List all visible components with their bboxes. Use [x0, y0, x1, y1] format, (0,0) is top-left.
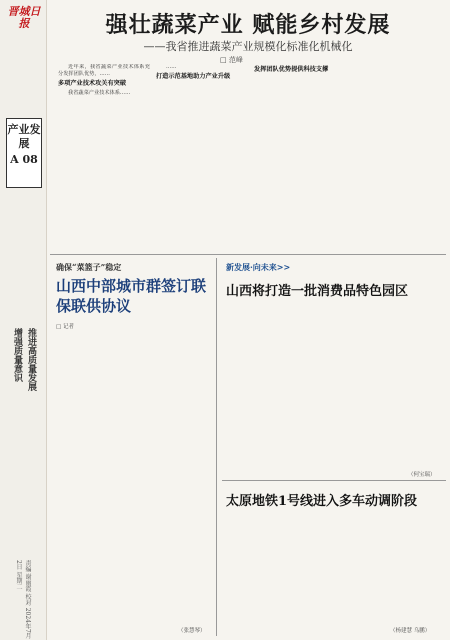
vertical-divider: [216, 258, 217, 636]
story3-headline: 山西将打造一批消费品特色园区: [226, 284, 409, 299]
story4-column-1: [226, 510, 330, 630]
story2-byline: □ 记者: [56, 324, 74, 330]
left-sidebar: [0, 0, 47, 640]
dateline: 责编 谢丽霞 校对 2024年7月2日 星期二: [15, 560, 31, 639]
story3-author: （何宝瑞）: [408, 472, 436, 478]
story2-headline: 山西中部城市群签订联保联供协议: [56, 277, 207, 315]
story4-headline: 太原地铁1号线进入多车动调阶段: [226, 494, 418, 509]
slogan-1: 增强质量意识: [12, 328, 22, 382]
lead-subhead-1: 多项产业技术攻关有突破: [58, 80, 127, 88]
lead-column-3: [254, 64, 346, 250]
story2-author: （张慧琴）: [178, 628, 206, 634]
section-box: [6, 118, 42, 188]
page-number: A 08: [10, 153, 38, 166]
lead-column-2: [156, 64, 248, 250]
lead-paragraph: 近年来，我省蔬菜产业技术体系充分发挥团队优势，……: [58, 64, 150, 78]
lead-subhead-2: 打造示范基地助力产业升级: [156, 73, 231, 81]
story2-column-1: [56, 330, 128, 620]
lead-paragraph: ……: [166, 64, 177, 70]
page-main: [50, 0, 446, 640]
story4-author: （杨建慧 乌鹏）: [390, 628, 431, 634]
masthead: 晋城日报: [7, 5, 41, 30]
story3-column-2: [336, 300, 442, 466]
lead-subheadline: ——我省推进蔬菜产业规模化标准化机械化: [143, 40, 353, 53]
section-title: 产业发展: [7, 123, 41, 150]
story3-column-1: [226, 300, 330, 466]
lead-column-4: [352, 64, 444, 250]
lead-paragraph: 我省蔬菜产业技术体系……: [68, 89, 131, 96]
lead-subhead-3: 发挥团队优势提供科技支撑: [254, 66, 329, 73]
lead-byline: □ 范峰: [220, 56, 243, 64]
lead-column-1: [58, 64, 150, 250]
story2-column-2: [134, 330, 210, 620]
story2-kicker: 确保“菜篮子”稳定: [56, 262, 122, 272]
story3-kicker: 新发展·向未来>>: [226, 262, 291, 272]
story4-column-2: [336, 510, 442, 622]
lead-headline: 强壮蔬菜产业 赋能乡村发展: [105, 12, 391, 38]
story-divider: [222, 480, 446, 481]
slogan-2: 推进高质量发展: [26, 328, 36, 391]
horizontal-divider: [50, 254, 446, 255]
